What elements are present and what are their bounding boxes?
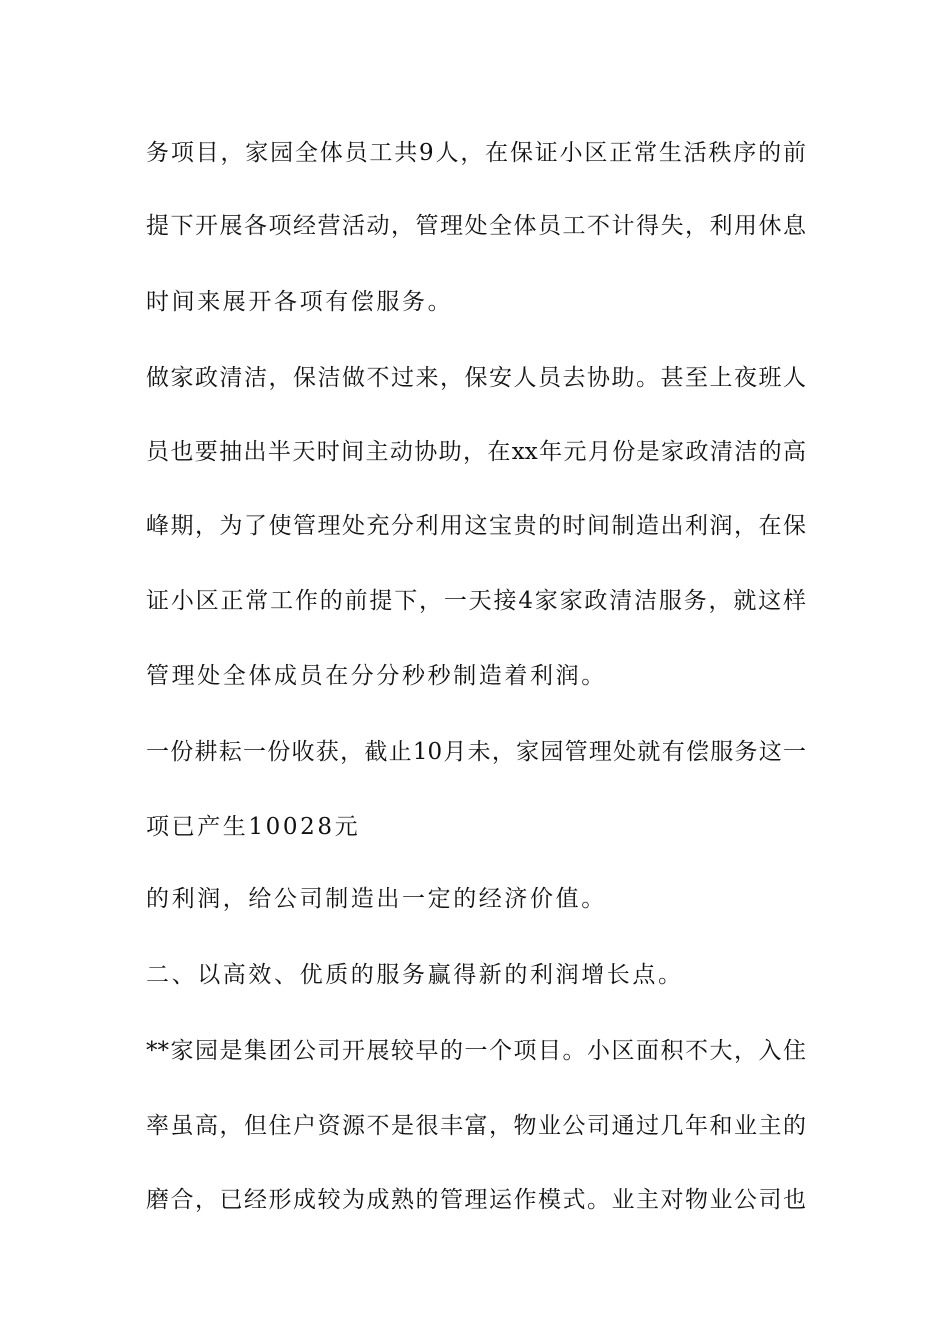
text-line-1: 务项目，家园全体员工共9人，在保证小区正常生活秩序的前 — [146, 140, 806, 166]
text-line-9: 一份耕耘一份收获，截止10月未，家园管理处就有偿服务这一 — [146, 739, 806, 765]
text-line-6: 峰期，为了使管理处充分利用这宝贵的时间制造出利润，在保 — [146, 513, 806, 539]
text-line-2: 提下开展各项经营活动，管理处全体员工不计得失，利用休息 — [146, 213, 806, 239]
text-line-4: 做家政清洁，保洁做不过来，保安人员去协助。甚至上夜班人 — [146, 365, 806, 391]
text-line-15: 磨合，已经形成较为成熟的管理运作模式。业主对物业公司也 — [146, 1187, 806, 1213]
text-line-11: 的利润，给公司制造出一定的经济价值。 — [146, 886, 607, 912]
text-line-13: **家园是集团公司开展较早的一个项目。小区面积不大，入住 — [146, 1038, 806, 1064]
text-line-14: 率虽高，但住户资源不是很丰富，物业公司通过几年和业主的 — [146, 1113, 806, 1139]
text-line-10: 项已产生10028元 — [146, 814, 361, 840]
text-line-5: 员也要抽出半天时间主动协助，在xx年元月份是家政清洁的高 — [146, 439, 806, 465]
text-line-7: 证小区正常工作的前提下，一天接4家家政清洁服务，就这样 — [146, 588, 806, 614]
text-line-3: 时间来展开各项有偿服务。 — [146, 289, 454, 315]
text-line-8: 管理处全体成员在分分秒秒制造着利润。 — [146, 663, 607, 689]
text-line-12: 二、以高效、优质的服务赢得新的利润增长点。 — [146, 962, 684, 988]
